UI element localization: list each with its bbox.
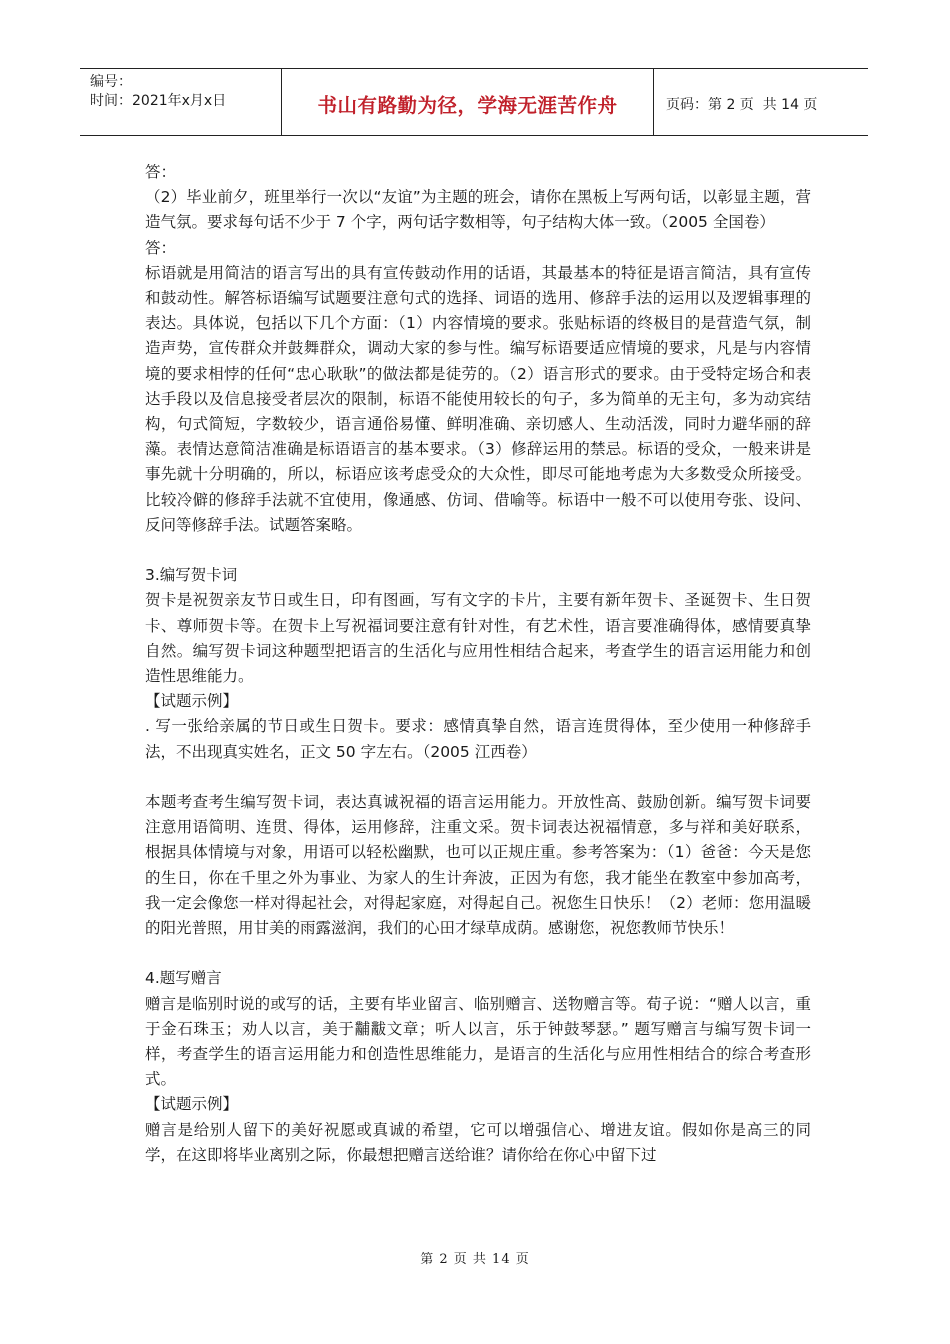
question-paragraph: （2）毕业前夕，班里举行一次以“友谊”为主题的班会，请你在黑板上写两句话，以彰显主题，营造气氛。要求每句话不少于 7 个字，两句话字数相等，句子结构大体一致。（2005 全国卷） xyxy=(145,188,811,232)
header-page-number: 页码：第 2 页 共 14 页 xyxy=(666,96,818,113)
document-date-label: 时间：2021年x月x日 xyxy=(90,93,227,109)
answer-label: 答： xyxy=(145,163,177,181)
document-body xyxy=(145,160,811,1168)
parting-words-question-paragraph: 赠言是给别人留下的美好祝愿或真诚的希望，它可以增强信心、增进友谊。假如你是高三的同学，在这即将毕业离别之际，你最想把赠言送给谁？请你给在你心中留下过 xyxy=(145,1120,811,1164)
paragraph-spacer xyxy=(145,941,811,966)
example-question-paragraph: . 写一张给亲属的节日或生日贺卡。要求：感情真挚自然，语言连贯得体，至少使用一种修辞手法，不出现真实姓名，正文 50 字左右。（2005 江西卷） xyxy=(145,717,811,761)
page-header xyxy=(80,68,868,136)
header-page-cell xyxy=(654,69,868,135)
greeting-card-intro-paragraph: 贺卡是祝贺亲友节日或生日，印有图画，写有文字的卡片，主要有新年贺卡、圣诞贺卡、生日贺卡、尊师贺卡等。在贺卡上写祝福词要注意有针对性，有艺术性，语言要准确得体，感情要真挚自然。编写贺卡词这种题型把语言的生活化与应用性相结合起来，考查学生的语言运用能力和创造性思维能力。 xyxy=(145,591,811,686)
example-heading: 【试题示例】 xyxy=(145,1095,239,1114)
section-heading: 4.题写赠言 xyxy=(145,969,222,988)
page-footer: 第 2 页 共 14 页 xyxy=(420,1252,530,1267)
header-motto-cell xyxy=(282,69,654,135)
greeting-card-answer-paragraph: 本题考查考生编写贺卡词，表达真诚祝福的语言运用能力。开放性高、鼓励创新。编写贺卡词要注意用语简明、连贯、得体，运用修辞，注重文采。贺卡词表达祝福情意，多与祥和美好联系，根据具体情境与对象，用语可以轻松幽默，也可以正规庄重。参考答案为：（1）爸爸：今天是您的生日，你在千里之外为事业、为家人的生计奔波，正因为有您，我才能坐在教室中参加高考，我一定会像您一样对得起社会，对得起家庭，对得起自己。祝您生日快乐！（2）老师：您用温暖的阳光普照，用甘美的雨露滋润，我们的心田才绿草成荫。感谢您，祝您教师节快乐！ xyxy=(145,793,811,938)
document-number-label: 编号： xyxy=(90,74,132,90)
header-motto: 书山有路勤为径，学海无涯苦作舟 xyxy=(317,93,618,117)
answer-label: 答： xyxy=(145,238,177,257)
section-heading: 3.编写贺卡词 xyxy=(145,566,238,585)
slogan-explanation-paragraph: 标语就是用简洁的语言写出的具有宣传鼓动作用的话语，其最基本的特征是语言简洁，具有宣传和鼓动性。解答标语编写试题要注意句式的选择、词语的选用、修辞手法的运用以及逻辑事理的表达。具体说，包括以下几个方面：（1）内容情境的要求。张贴标语的终极目的是营造气氛，制造声势，宣传群众并鼓舞群众，调动大家的参与性。编写标语要适应情境的要求，凡是与内容情境的要求相悖的任何“忠心耿耿”的做法都是徒劳的。（2）语言形式的要求。由于受特定场合和表达手段以及信息接受者层次的限制，标语不能使用较长的句子，多为简单的无主句，多为动宾结构，句式简短，字数较少，语言通俗易懂、鲜明准确、亲切感人、生动活泼，同时力避华丽的辞藻。表情达意简洁准确是标语语言的基本要求。（3）修辞运用的禁忌。标语的受众，一般来讲是事先就十分明确的，所以，标语应该考虑受众的大众性，即尽可能地考虑为大多数受众所接受。比较冷僻的修辞手法就不宜使用，像通感、仿词、借喻等。标语中一般不可以使用夸张、设问、反问等修辞手法。试题答案略。 xyxy=(145,263,811,534)
parting-words-intro-paragraph: 赠言是临别时说的或写的话，主要有毕业留言、临别赠言、送物赠言等。荀子说：“赠人以言，重于金石珠玉；劝人以言，美于黼黻文章；听人以言，乐于钟鼓琴瑟。” 题写赠言与编写贺卡词一样，考查学生的语言运用能力和创造性思维能力，是语言的生活化与应用性相结合的综合考查形式。 xyxy=(145,994,811,1089)
example-heading: 【试题示例】 xyxy=(145,692,239,711)
paragraph-spacer xyxy=(145,538,811,563)
paragraph-spacer xyxy=(145,765,811,790)
header-meta xyxy=(80,69,282,135)
